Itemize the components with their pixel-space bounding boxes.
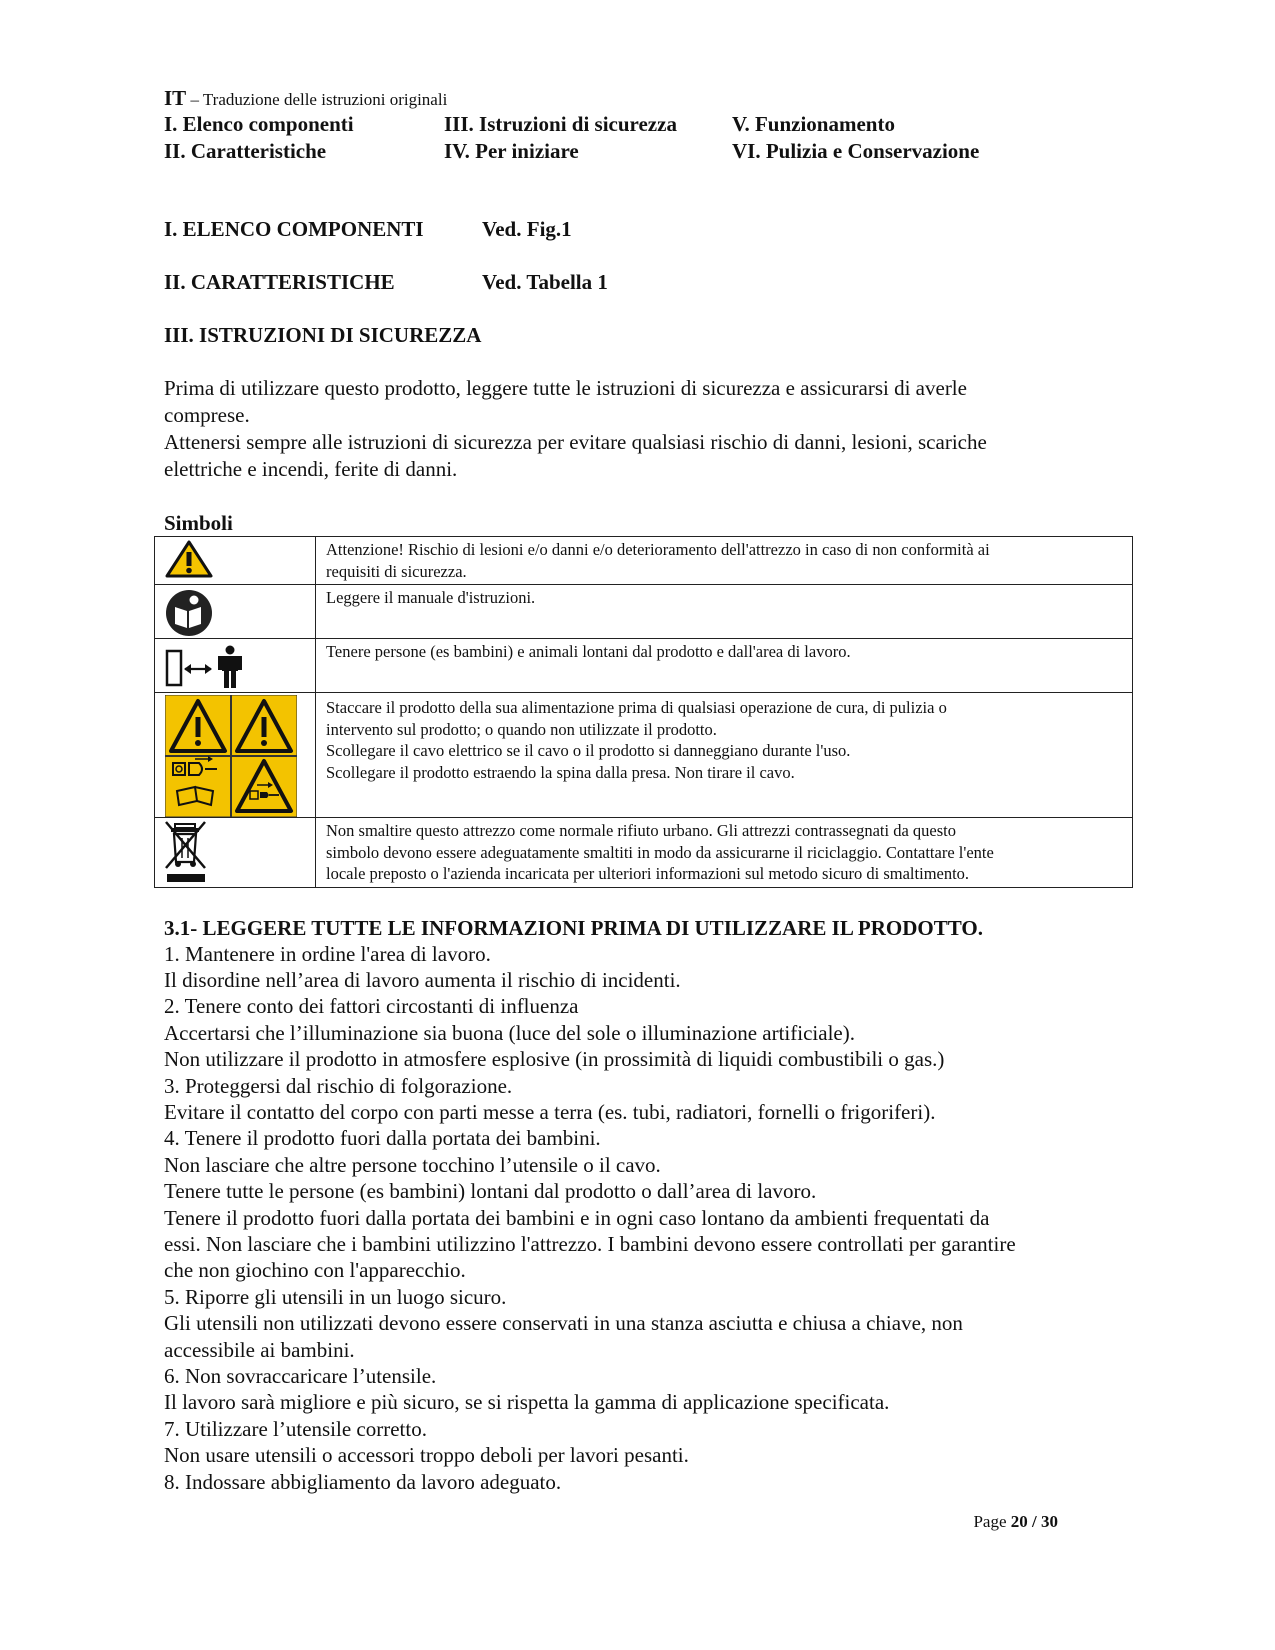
warning-triangle-icon [155, 537, 315, 578]
document-page [164, 88, 1130, 1495]
disconnect-power-icon [155, 693, 315, 817]
text-cell [316, 693, 1133, 818]
safety-instructions-list [164, 941, 1130, 1496]
intro-line: comprese. [164, 403, 250, 427]
toc-item: I. Elenco componenti [164, 112, 354, 136]
toc-item: II. Caratteristiche [164, 139, 327, 163]
icon-cell [155, 585, 316, 639]
weee-crossed-bin-icon [155, 818, 315, 884]
subsection-title: 3.1- LEGGERE TUTTE LE INFORMAZIONI PRIMA DI UTILIZZARE IL PRODOTTO. [164, 915, 983, 940]
instruction-line: Non usare utensili o accessori troppo deboli per lavori pesanti. [164, 1443, 689, 1468]
symbol-description: Leggere il manuale d'istruzioni. [326, 588, 536, 607]
symbol-description: Scollegare il prodotto estraendo la spina dalla presa. Non tirare il cavo. [326, 762, 795, 782]
symbol-description: intervento sul prodotto; o quando non utilizzate il prodotto. [326, 719, 717, 739]
intro-line: Attenersi sempre alle istruzioni di sicurezza per evitare qualsiasi rischio di danni, lesioni, scariche [164, 430, 987, 454]
page-label: Page [973, 1512, 1007, 1531]
instruction-line: Il disordine nell’area di lavoro aumenta il rischio di incidenti. [164, 967, 681, 992]
symbol-description: Non smaltire questo attrezzo come normale rifiuto urbano. Gli attrezzi contrassegnati da questo [326, 821, 956, 840]
page-total: 30 [1041, 1512, 1058, 1531]
language-code: IT [164, 86, 187, 110]
instruction-line: 2. Tenere conto dei fattori circostanti di influenza [164, 994, 579, 1019]
text-cell [316, 818, 1133, 888]
section-heading-safety [164, 323, 1130, 348]
read-manual-icon [155, 585, 315, 637]
instruction-line: 6. Non sovraccaricare l’utensile. [164, 1364, 437, 1388]
instruction-line: 4. Tenere il prodotto fuori dalla portata dei bambini. [164, 1126, 601, 1151]
symbols-table [154, 536, 1133, 888]
page-current: 20 [1010, 1512, 1028, 1531]
symbol-description: Scollegare il cavo elettrico se il cavo o il prodotto si danneggiano durante l'uso. [326, 741, 851, 760]
table-row [155, 693, 1133, 818]
text-cell [316, 537, 1133, 585]
toc-item: III. Istruzioni di sicurezza [444, 112, 677, 136]
intro-paragraph [164, 375, 1130, 483]
text-cell [316, 639, 1133, 693]
page-separator: / [1027, 1512, 1041, 1531]
instruction-line: Il lavoro sarà migliore e più sicuro, se si rispetta la gamma di applicazione specificata. [164, 1390, 890, 1415]
symbol-description: locale preposto o l'azienda incaricata per ulteriori informazioni sul metodo sicuro di smaltimento. [326, 864, 970, 883]
table-row [155, 585, 1133, 639]
instruction-line: Non utilizzare il prodotto in atmosfere esplosive (in prossimità di liquidi combustibili o gas.) [164, 1047, 945, 1072]
symbol-description: Attenzione! Rischio di lesioni e/o danni e/o deterioramento dell'attrezzo in caso di non conformità ai [326, 540, 990, 559]
instruction-line: Tenere il prodotto fuori dalla portata dei bambini e in ogni caso lontano da ambienti frequentati da [164, 1205, 990, 1230]
instruction-line: Tenere tutte le persone (es bambini) lontani dal prodotto o dall’area di lavoro. [164, 1179, 817, 1204]
icon-cell [155, 537, 316, 585]
icon-cell [155, 693, 316, 818]
toc-item: IV. Per iniziare [444, 139, 579, 163]
instruction-line: accessibile ai bambini. [164, 1337, 355, 1362]
instruction-line: Non lasciare che altre persone tocchino l’utensile o il cavo. [164, 1152, 661, 1177]
symbol-description: requisiti di sicurezza. [326, 561, 467, 581]
section-title: II. CARATTERISTICHE [164, 270, 395, 294]
table-row [155, 818, 1133, 888]
instruction-line: Gli utensili non utilizzati devono essere conservati in una stanza asciutta e chiusa a chiave, non [164, 1311, 963, 1336]
section-title: III. ISTRUZIONI DI SICUREZZA [164, 323, 482, 347]
instruction-line: 7. Utilizzare l’utensile corretto. [164, 1416, 427, 1441]
table-of-contents [164, 112, 1130, 164]
instruction-line: 3. Proteggersi dal rischio di folgorazione. [164, 1073, 513, 1098]
instruction-line: 5. Riporre gli utensili in un luogo sicuro. [164, 1284, 507, 1309]
instruction-line: 8. Indossare abbigliamento da lavoro adeguato. [164, 1469, 562, 1494]
symbol-description: Tenere persone (es bambini) e animali lontani dal prodotto e dall'area di lavoro. [326, 642, 851, 661]
translation-note: – Traduzione delle istruzioni originali [190, 90, 448, 109]
section-reference: Ved. Fig.1 [482, 217, 572, 241]
page-number [973, 1512, 1058, 1532]
section-heading-components [164, 217, 1130, 242]
instruction-line: 1. Mantenere in ordine l'area di lavoro. [164, 941, 491, 966]
symbol-description: Staccare il prodotto della sua alimentazione prima di qualsiasi operazione de cura, di pulizia o [326, 698, 947, 717]
instruction-line: Accertarsi che l’illuminazione sia buona (luce del sole o illuminazione artificiale). [164, 1020, 855, 1045]
section-heading-features [164, 270, 1130, 295]
section-reference: Ved. Tabella 1 [482, 270, 608, 294]
toc-item: VI. Pulizia e Conservazione [732, 139, 980, 163]
toc-item: V. Funzionamento [732, 112, 895, 136]
icon-cell [155, 818, 316, 888]
symbols-title: Simboli [164, 511, 233, 535]
keep-distance-icon [155, 639, 315, 689]
icon-cell [155, 639, 316, 693]
section-title: I. ELENCO COMPONENTI [164, 217, 424, 241]
text-cell [316, 585, 1133, 639]
instruction-line: Evitare il contatto del corpo con parti messe a terra (es. tubi, radiatori, fornelli o frigoriferi). [164, 1099, 936, 1124]
instruction-line: che non giochino con l'apparecchio. [164, 1258, 466, 1283]
table-row [155, 639, 1133, 693]
intro-line: Prima di utilizzare questo prodotto, leggere tutte le istruzioni di sicurezza e assicurarsi di averle [164, 376, 967, 400]
symbol-description: simbolo devono essere adeguatamente smaltiti in modo da assicurarne il riciclaggio. Contattare l'ente [326, 842, 994, 862]
table-row [155, 537, 1133, 585]
language-header [164, 88, 1130, 110]
intro-line: elettriche e incendi, ferite di danni. [164, 457, 458, 481]
instruction-line: essi. Non lasciare che i bambini utilizzino l'attrezzo. I bambini devono essere controllati per garantire [164, 1231, 1016, 1256]
